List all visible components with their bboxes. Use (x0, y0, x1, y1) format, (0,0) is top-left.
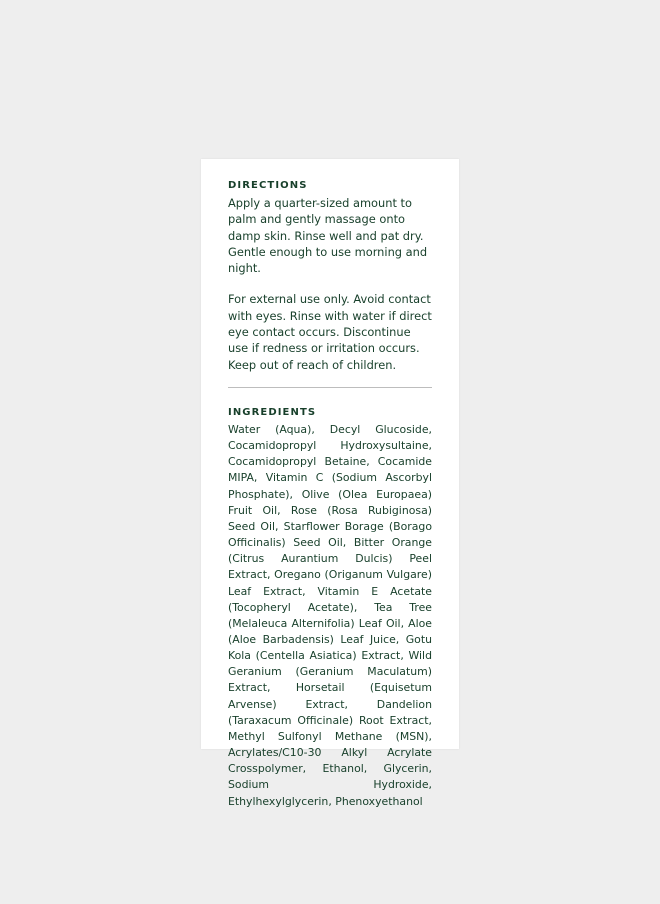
ingredients-heading: INGREDIENTS (228, 406, 317, 418)
label-content (228, 179, 432, 810)
directions-text: Apply a quarter-sized amount to palm and gently massage onto damp skin. Rinse well and pat dry. Gentle enough to use morning and night. (228, 196, 428, 276)
section-divider (228, 387, 432, 388)
warnings-text: For external use only. Avoid contact with eyes. Rinse with water if direct eye contact occurs. Discontinue use if redness or irritation occurs. Keep out of reach of children. (228, 292, 432, 372)
directions-heading: DIRECTIONS (228, 180, 308, 191)
ingredients-list: Water (Aqua), Decyl Glucoside, Cocamidopropyl Hydroxysultaine, Cocamidopropyl Betaine, Cocamide MIPA, Vitamin C (Sodium Ascorbyl Phosphate), Olive (Olea Europaea) Fruit Oil, Rose (Rosa Rubiginosa) Seed Oil, Starflower Borage (Borago Officinalis) Seed Oil, Bitter Orange (Citrus Aurantium Dulcis) Peel Extract, Oregano (Origanum Vulgare) Leaf Extract, Vitamin E Acetate (Tocopheryl Acetate), Tea Tree (Melaleuca Alternifolia) Leaf Oil, Aloe (Aloe Barbadensis) Leaf Juice, Gotu Kola (Centella Asiatica) Extract, Wild Geranium (Geranium Maculatum) Extract, Horsetail (Equisetum Arvense) Extract, Dandelion (Taraxacum Officinale) Root Extract, Methyl Sulfonyl Methane (MSN), Acrylates/C10-30 Alkyl Acrylate Crosspolymer, Ethanol, Glycerin, Sodium Hydroxide, Ethylhexylglycerin, Phenoxyethanol (228, 422, 432, 808)
product-label-card (201, 159, 459, 808)
